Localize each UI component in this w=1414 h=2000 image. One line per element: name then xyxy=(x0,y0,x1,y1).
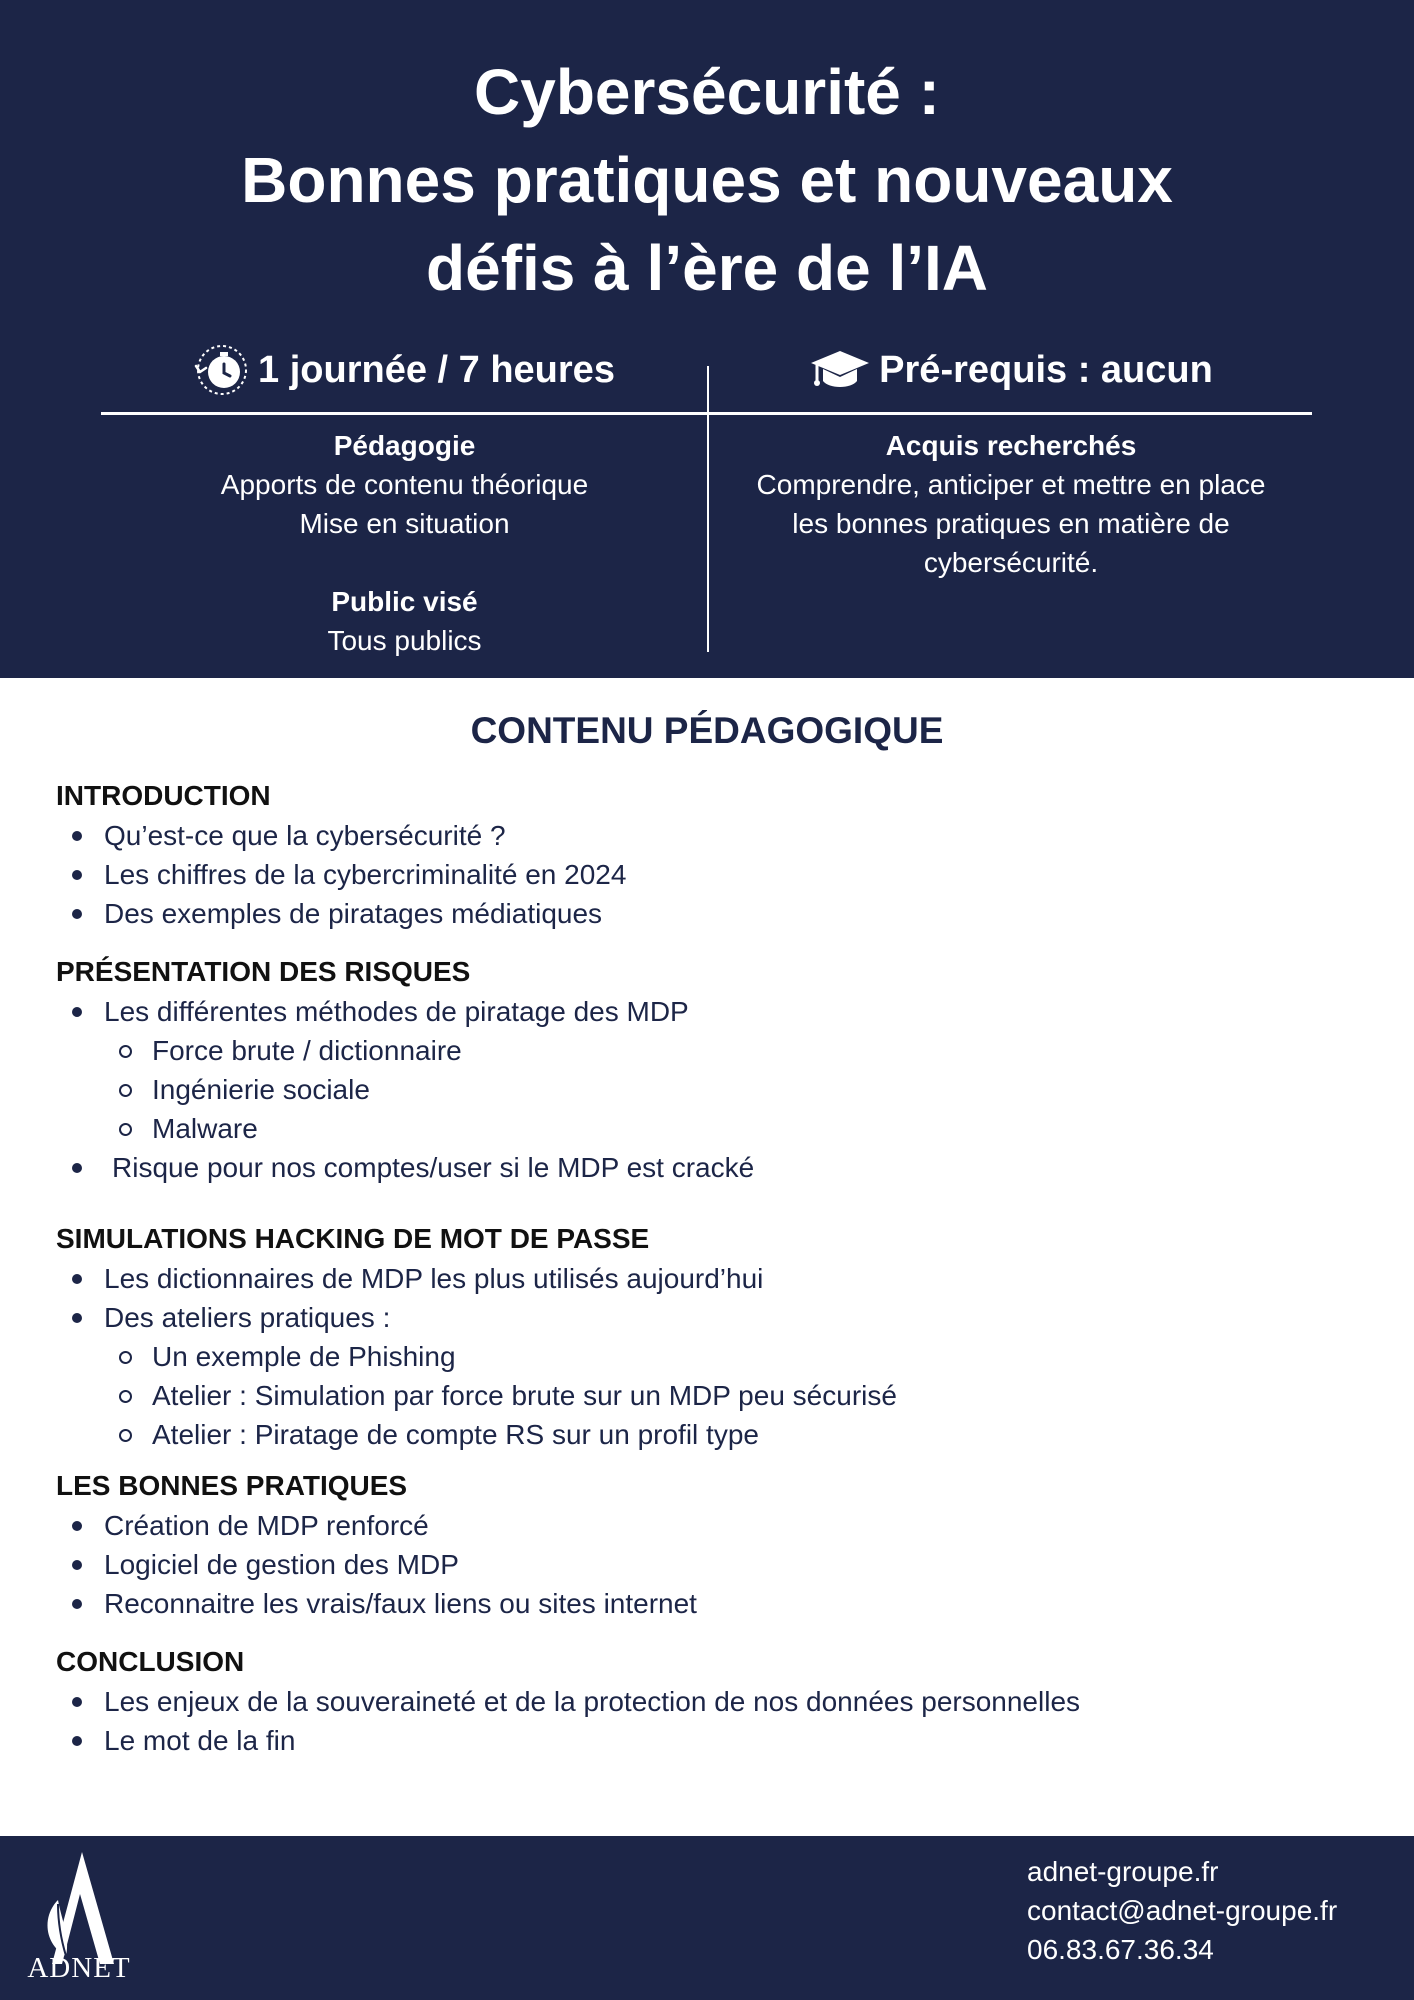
audience-value: Tous publics xyxy=(327,625,482,656)
list-item: Des ateliers pratiques : xyxy=(56,1298,1376,1337)
sub-list-item: Ingénierie sociale xyxy=(56,1070,1376,1109)
list-item: Logiciel de gestion des MDP xyxy=(56,1545,1376,1584)
list-item: Risque pour nos comptes/user si le MDP est cracké xyxy=(56,1148,1376,1187)
contact-block xyxy=(1027,1852,1337,1969)
section-list-simulations xyxy=(56,1259,1376,1454)
list-item: Le mot de la fin xyxy=(56,1721,1376,1760)
title-line-2: Bonnes pratiques et nouveaux xyxy=(241,144,1173,216)
list-item: Des exemples de piratages médiatiques xyxy=(56,894,1376,933)
section-list-conclusion xyxy=(56,1682,1376,1760)
footer-band xyxy=(0,1836,1414,2000)
sub-list-item: Force brute / dictionnaire xyxy=(56,1031,1376,1070)
sub-list-item: Un exemple de Phishing xyxy=(56,1337,1376,1376)
section-list-risks xyxy=(56,992,1376,1187)
list-item: Qu’est-ce que la cybersécurité ? xyxy=(56,816,1376,855)
section-title-simulations: SIMULATIONS HACKING DE MOT DE PASSE xyxy=(56,1223,650,1254)
content-body xyxy=(56,776,1376,1760)
title-line-3: défis à l’ère de l’IA xyxy=(426,232,988,304)
header-divider-vertical xyxy=(707,366,709,652)
prerequisites-text: Pré-requis : aucun xyxy=(879,348,1213,391)
section-title-conclusion: CONCLUSION xyxy=(56,1646,245,1677)
list-item: Création de MDP renforcé xyxy=(56,1506,1376,1545)
graduation-cap-icon xyxy=(809,347,871,393)
list-item: Les chiffres de la cybercriminalité en 2024 xyxy=(56,855,1376,894)
section-list-introduction xyxy=(56,816,1376,933)
list-item: Reconnaitre les vrais/faux liens ou sites internet xyxy=(56,1584,1376,1623)
goals-column xyxy=(710,426,1312,582)
section-title-risks: PRÉSENTATION DES RISQUES xyxy=(56,956,471,987)
sub-list-item: Malware xyxy=(56,1109,1376,1148)
logo-text: ADNET xyxy=(27,1952,131,1984)
sub-list-item: Atelier : Simulation par force brute sur un MDP peu sécurisé xyxy=(56,1376,1376,1415)
pedagogy-line-2: Mise en situation xyxy=(299,508,510,539)
list-item: Les enjeux de la souveraineté et de la protection de nos données personnelles xyxy=(56,1682,1376,1721)
goals-line-2: les bonnes pratiques en matière de xyxy=(792,508,1230,539)
email-link[interactable]: contact@adnet-groupe.fr xyxy=(1027,1895,1338,1926)
list-item: Les dictionnaires de MDP les plus utilisés aujourd’hui xyxy=(56,1259,1376,1298)
pedagogy-line-1: Apports de contenu théorique xyxy=(220,469,589,500)
audience-title: Public visé xyxy=(331,586,478,617)
phone-number: 06.83.67.36.34 xyxy=(1027,1934,1214,1965)
title-line-1: Cybersécurité : xyxy=(474,56,940,128)
section-list-best-practices xyxy=(56,1506,1376,1623)
goals-title: Acquis recherchés xyxy=(885,430,1137,461)
goals-line-3: cybersécurité. xyxy=(923,547,1099,578)
duration-text: 1 journée / 7 heures xyxy=(258,348,615,391)
header-band xyxy=(0,0,1414,678)
list-item: Les différentes méthodes de piratage des MDP xyxy=(56,992,1376,1031)
prerequisites-heading xyxy=(710,340,1312,400)
pedagogy-title: Pédagogie xyxy=(333,430,476,461)
website-link[interactable]: adnet-groupe.fr xyxy=(1027,1856,1219,1887)
page-title xyxy=(0,48,1414,312)
content-title: CONTENU PÉDAGOGIQUE xyxy=(470,710,944,751)
section-title-introduction: INTRODUCTION xyxy=(56,780,271,811)
sub-list-item: Atelier : Piratage de compte RS sur un profil type xyxy=(56,1415,1376,1454)
section-title-best-practices: LES BONNES PRATIQUES xyxy=(56,1470,408,1501)
duration-heading xyxy=(102,340,707,400)
pedagogy-column xyxy=(102,426,707,660)
goals-line-1: Comprendre, anticiper et mettre en place xyxy=(756,469,1266,500)
clock-icon xyxy=(194,342,250,398)
